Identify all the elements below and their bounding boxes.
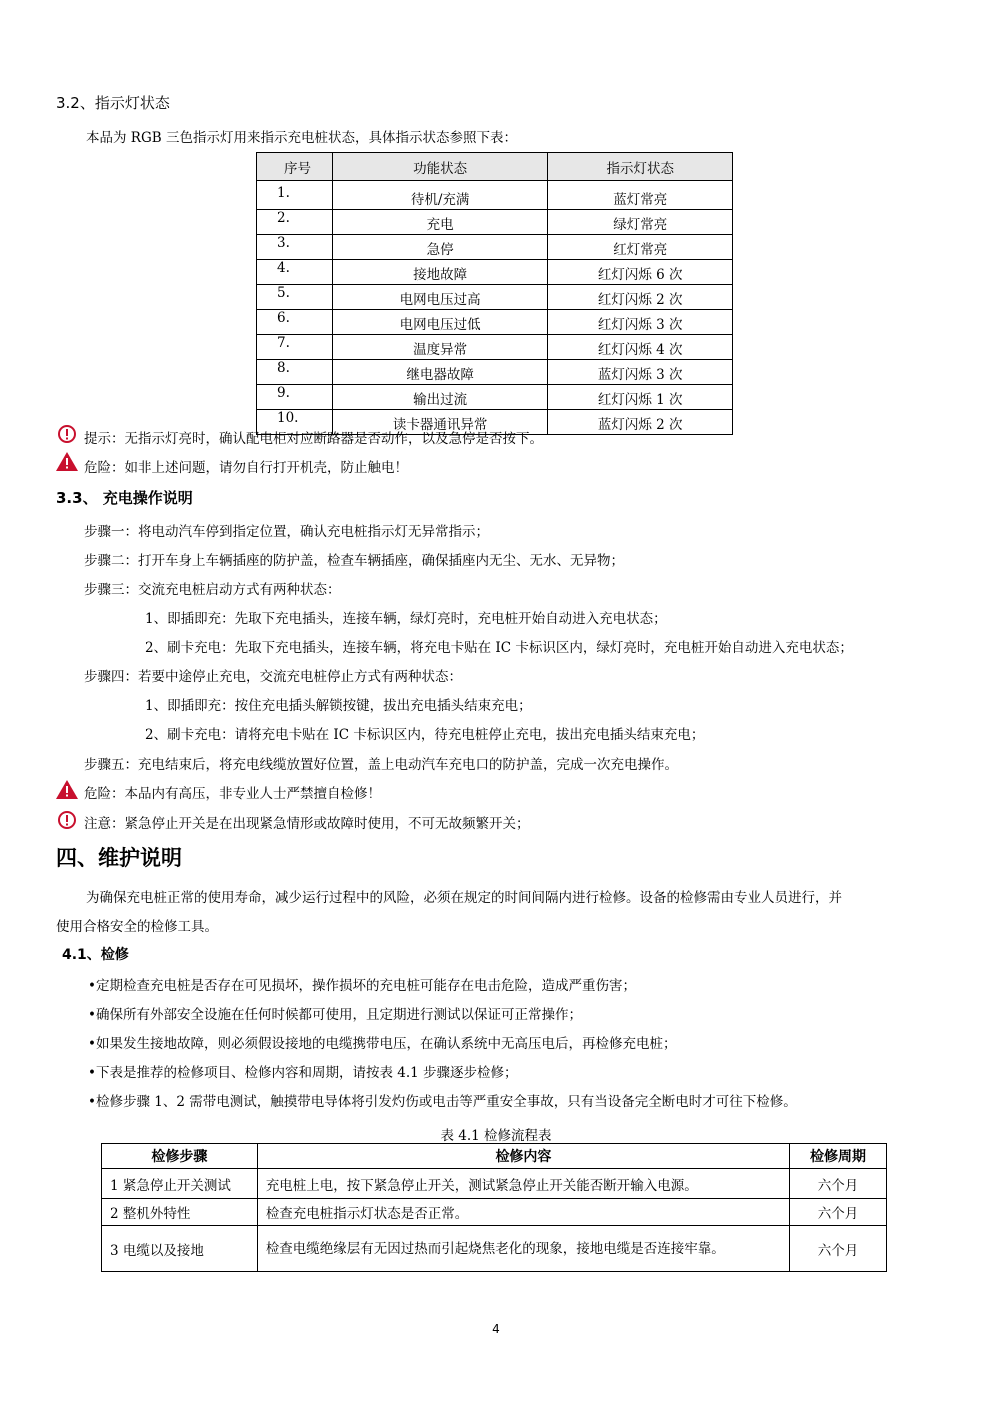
header-cell: 序号 bbox=[257, 153, 333, 181]
step-3-option-1: 1、即插即充：先取下充电插头，连接车辆，绿灯亮时，充电桩开始自动进入充电状态； bbox=[145, 611, 667, 627]
table-row bbox=[257, 360, 733, 385]
row-function: 待机/充满 bbox=[332, 181, 548, 210]
indicator-table bbox=[256, 152, 733, 435]
period-cell: 六个月 bbox=[790, 1226, 887, 1272]
row-indicator: 蓝灯闪烁 2 次 bbox=[548, 410, 733, 435]
row-indicator: 红灯闪烁 4 次 bbox=[548, 335, 733, 360]
row-function: 继电器故障 bbox=[332, 360, 548, 385]
row-number: 10. bbox=[257, 410, 333, 435]
step-4-option-1: 1、即插即充：按住充电插头解锁按键，拔出充电插头结束充电； bbox=[145, 698, 532, 714]
row-function: 接地故障 bbox=[332, 260, 548, 285]
caution-icon bbox=[57, 810, 77, 830]
row-indicator: 红灯闪烁 3 次 bbox=[548, 310, 733, 335]
warning-triangle-icon bbox=[55, 451, 79, 472]
row-number: 8. bbox=[257, 360, 333, 385]
table-row bbox=[102, 1226, 887, 1272]
table-row bbox=[257, 385, 733, 410]
bullet-item: •下表是推荐的检修项目、检修内容和周期，请按表 4.1 步骤逐步检修； bbox=[88, 1065, 518, 1081]
bullet-item: •确保所有外部安全设施在任何时候都可使用，且定期进行测试以保证可正常操作； bbox=[88, 1007, 582, 1023]
danger-text: 危险：如非上述问题，请勿自行打开机壳，防止触电！ bbox=[84, 460, 408, 476]
period-cell: 六个月 bbox=[790, 1199, 887, 1226]
row-function: 输出过流 bbox=[332, 385, 548, 410]
content-cell: 检查电缆绝缘层有无因过热而引起烧焦老化的现象，接地电缆是否连接牢靠。 bbox=[257, 1226, 789, 1272]
row-number: 1. bbox=[257, 181, 333, 210]
table-row bbox=[102, 1199, 887, 1226]
table-row bbox=[257, 335, 733, 360]
content-cell: 充电桩上电，按下紧急停止开关，测试紧急停止开关能否断开输入电源。 bbox=[257, 1169, 789, 1199]
step-cell: 2 整机外特性 bbox=[102, 1199, 258, 1226]
page-number: 4 bbox=[492, 1322, 500, 1336]
row-number: 2. bbox=[257, 210, 333, 235]
note-text: 注意：紧急停止开关是在出现紧急情形或故障时使用，不可无故频繁开关； bbox=[84, 816, 530, 832]
tip-text: 提示：无指示灯亮时，确认配电柜对应断路器是否动作，以及急停是否按下。 bbox=[84, 431, 543, 447]
section-3-2-intro: 本品为 RGB 三色指示灯用来指示充电桩状态，具体指示状态参照下表： bbox=[86, 130, 517, 146]
step-cell: 1 紧急停止开关测试 bbox=[102, 1169, 258, 1199]
row-number: 3. bbox=[257, 235, 333, 260]
step-cell: 3 电缆以及接地 bbox=[102, 1226, 258, 1272]
table-row bbox=[257, 181, 733, 210]
table-row bbox=[257, 260, 733, 285]
row-indicator: 绿灯常亮 bbox=[548, 210, 733, 235]
row-number: 6. bbox=[257, 310, 333, 335]
period-cell: 六个月 bbox=[790, 1169, 887, 1199]
row-number: 4. bbox=[257, 260, 333, 285]
table-row bbox=[257, 235, 733, 260]
table-header-row bbox=[102, 1144, 887, 1169]
table-row bbox=[257, 310, 733, 335]
bullet-item: •如果发生接地故障，则必须假设接地的电缆携带电压，在确认系统中无高压电后，再检修充电桩； bbox=[88, 1036, 677, 1052]
step-1: 步骤一：将电动汽车停到指定位置，确认充电桩指示灯无异常指示； bbox=[84, 524, 489, 540]
header-cell: 检修步骤 bbox=[102, 1144, 258, 1169]
table-caption: 表 4.1 检修流程表 bbox=[440, 1128, 552, 1144]
row-function: 温度异常 bbox=[332, 335, 548, 360]
step-4-option-2: 2、刷卡充电：请将充电卡贴在 IC 卡标识区内，待充电桩停止充电，拔出充电插头结束充电； bbox=[145, 727, 705, 743]
danger-high-voltage-text: 危险：本品内有高压，非专业人士严禁擅自检修！ bbox=[84, 786, 381, 802]
row-number: 5. bbox=[257, 285, 333, 310]
section-4-title: 四、维护说明 bbox=[56, 846, 182, 870]
row-indicator: 蓝灯常亮 bbox=[548, 181, 733, 210]
row-function: 电网电压过低 bbox=[332, 310, 548, 335]
row-indicator: 红灯闪烁 2 次 bbox=[548, 285, 733, 310]
maintenance-paragraph-line-2: 使用合格安全的检修工具。 bbox=[56, 919, 218, 935]
step-4: 步骤四：若要中途停止充电，交流充电桩停止方式有两种状态： bbox=[84, 669, 462, 685]
section-4-1-title: 4.1、检修 bbox=[62, 947, 129, 963]
step-2: 步骤二：打开车身上车辆插座的防护盖，检查车辆插座，确保插座内无尘、无水、无异物； bbox=[84, 553, 624, 569]
maintenance-table bbox=[101, 1143, 887, 1272]
table-row bbox=[257, 285, 733, 310]
row-indicator: 蓝灯闪烁 3 次 bbox=[548, 360, 733, 385]
row-indicator: 红灯闪烁 6 次 bbox=[548, 260, 733, 285]
table-row bbox=[102, 1169, 887, 1199]
header-cell: 检修内容 bbox=[257, 1144, 789, 1169]
header-cell: 功能状态 bbox=[332, 153, 548, 181]
step-5: 步骤五：充电结束后，将充电线缆放置好位置，盖上电动汽车充电口的防护盖，完成一次充电操作。 bbox=[84, 757, 678, 773]
section-3-2-title: 3.2、指示灯状态 bbox=[56, 94, 170, 112]
table-row bbox=[257, 210, 733, 235]
table-header-row bbox=[257, 153, 733, 181]
warning-triangle-icon bbox=[55, 779, 79, 800]
content-cell: 检查充电桩指示灯状态是否正常。 bbox=[257, 1199, 789, 1226]
section-3-3-title: 3.3、 充电操作说明 bbox=[56, 489, 193, 507]
row-indicator: 红灯闪烁 1 次 bbox=[548, 385, 733, 410]
step-3-option-2: 2、刷卡充电：先取下充电插头，连接车辆，将充电卡贴在 IC 卡标识区内，绿灯亮时，充电桩开始自动进入充电状态； bbox=[145, 640, 853, 656]
step-3: 步骤三：交流充电桩启动方式有两种状态： bbox=[84, 582, 341, 598]
bullet-item: •检修步骤 1、2 需带电测试，触摸带电导体将引发灼伤或电击等严重安全事故，只有当设备完全断电时才可往下检修。 bbox=[88, 1094, 797, 1110]
bullet-item: •定期检查充电桩是否存在可见损坏，操作损坏的充电桩可能存在电击危险，造成严重伤害； bbox=[88, 978, 636, 994]
caution-icon bbox=[57, 424, 77, 444]
row-number: 7. bbox=[257, 335, 333, 360]
row-number: 9. bbox=[257, 385, 333, 410]
maintenance-paragraph-line-1: 为确保充电桩正常的使用寿命，减少运行过程中的风险，必须在规定的时间间隔内进行检修。设备的检修需由专业人员进行，并 bbox=[86, 890, 842, 906]
row-function: 充电 bbox=[332, 210, 548, 235]
header-cell: 检修周期 bbox=[790, 1144, 887, 1169]
row-function: 急停 bbox=[332, 235, 548, 260]
header-cell: 指示灯状态 bbox=[548, 153, 733, 181]
row-function: 电网电压过高 bbox=[332, 285, 548, 310]
row-indicator: 红灯常亮 bbox=[548, 235, 733, 260]
row-function: 读卡器通讯异常 bbox=[332, 410, 548, 435]
